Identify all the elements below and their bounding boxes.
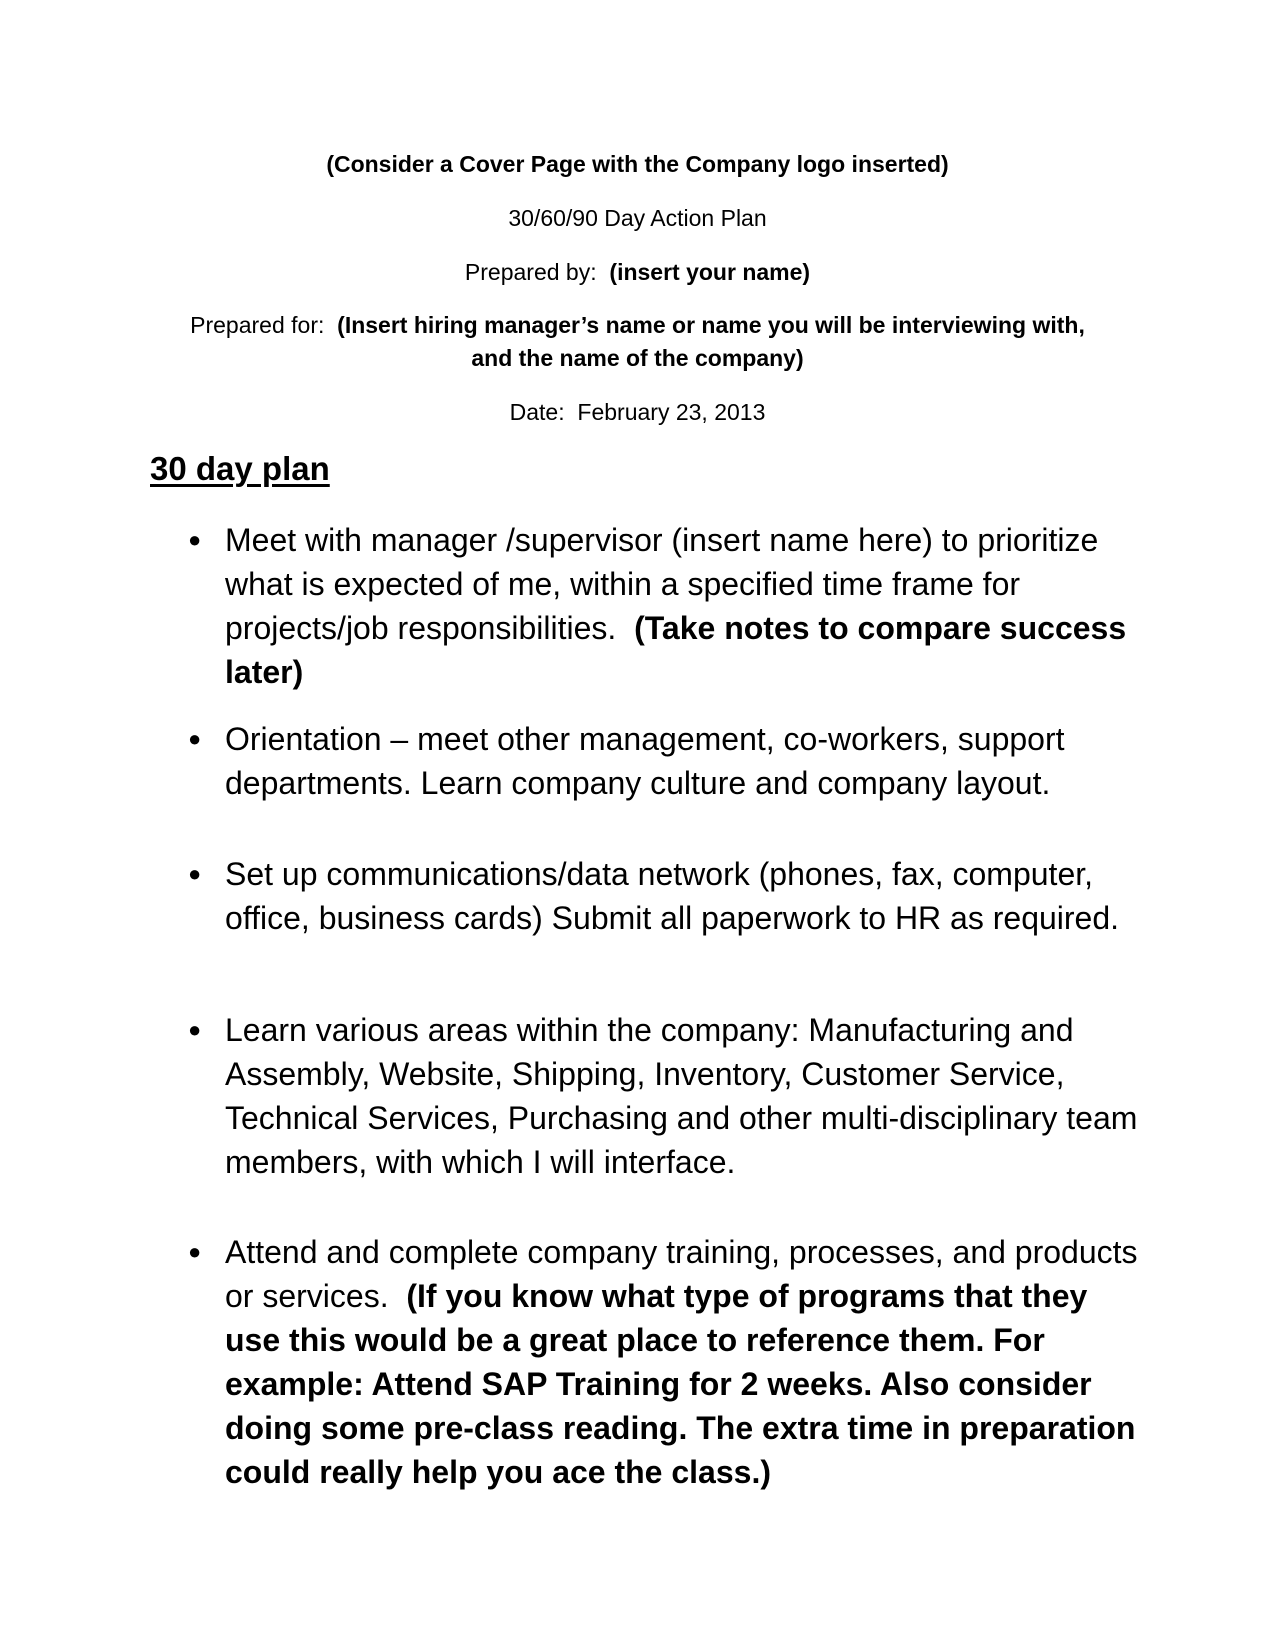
- prepared-by-label: Prepared by:: [464, 259, 597, 285]
- bullet-icon: ●: [188, 1017, 202, 1042]
- list-item-text: [225, 518, 1145, 694]
- list-item-text: [225, 852, 1145, 940]
- bullet-icon: ●: [188, 527, 202, 552]
- list-item-body: Orientation – meet other management, co-workers, support departments. Learn company culture and company layout.: [225, 721, 1065, 801]
- list-item-body: Meet with manager /supervisor (insert name here) to prioritize what is expected of me, within a specified time frame for projects/job responsibilities.: [225, 522, 1099, 646]
- cover-note: (Consider a Cover Page with the Company logo inserted): [326, 151, 949, 177]
- plan-title: 30/60/90 Day Action Plan: [508, 205, 767, 231]
- bullet-icon: ●: [188, 861, 202, 886]
- list-item-bold-note: (If you know what type of programs that they use this would be a great place to reference them. For example: Attend SAP Training for 2 weeks. Also consider doing some pre-class reading. The extra time in preparation could really help you ace the class.): [225, 1278, 1136, 1490]
- date-label: Date:: [509, 399, 565, 425]
- section-title: 30 day plan: [150, 450, 330, 487]
- list-item-text: [225, 1008, 1145, 1184]
- list-item-body: Learn various areas within the company: Manufacturing and Assembly, Website, Shipping, Inventory, Customer Service, Technical Services, Purchasing and other multi-disciplinary team members, with which I will interface.: [225, 1012, 1138, 1180]
- date-value: February 23, 2013: [577, 399, 766, 425]
- prepared-for-value-line2: and the name of the company): [471, 345, 804, 371]
- bullet-icon: ●: [188, 726, 202, 751]
- list-item-text: [225, 1230, 1145, 1494]
- prepared-by-value: (insert your name): [609, 259, 811, 285]
- list-item-text: [225, 717, 1145, 805]
- prepared-for-value-line1: (Insert hiring manager’s name or name you will be interviewing with,: [337, 312, 1085, 338]
- prepared-for-label: Prepared for:: [190, 312, 325, 338]
- prepared-by-line: [0, 256, 1275, 289]
- bullet-icon: ●: [188, 1239, 202, 1264]
- list-item-body: Attend and complete company training, processes, and products or services.: [225, 1234, 1138, 1314]
- list-item-bold-note: (Take notes to compare success later): [225, 610, 1127, 690]
- list-item-body: Set up communications/data network (phones, fax, computer, office, business cards) Submit all paperwork to HR as required.: [225, 856, 1120, 936]
- date-line: [0, 396, 1275, 429]
- prepared-for-line: [0, 309, 1275, 375]
